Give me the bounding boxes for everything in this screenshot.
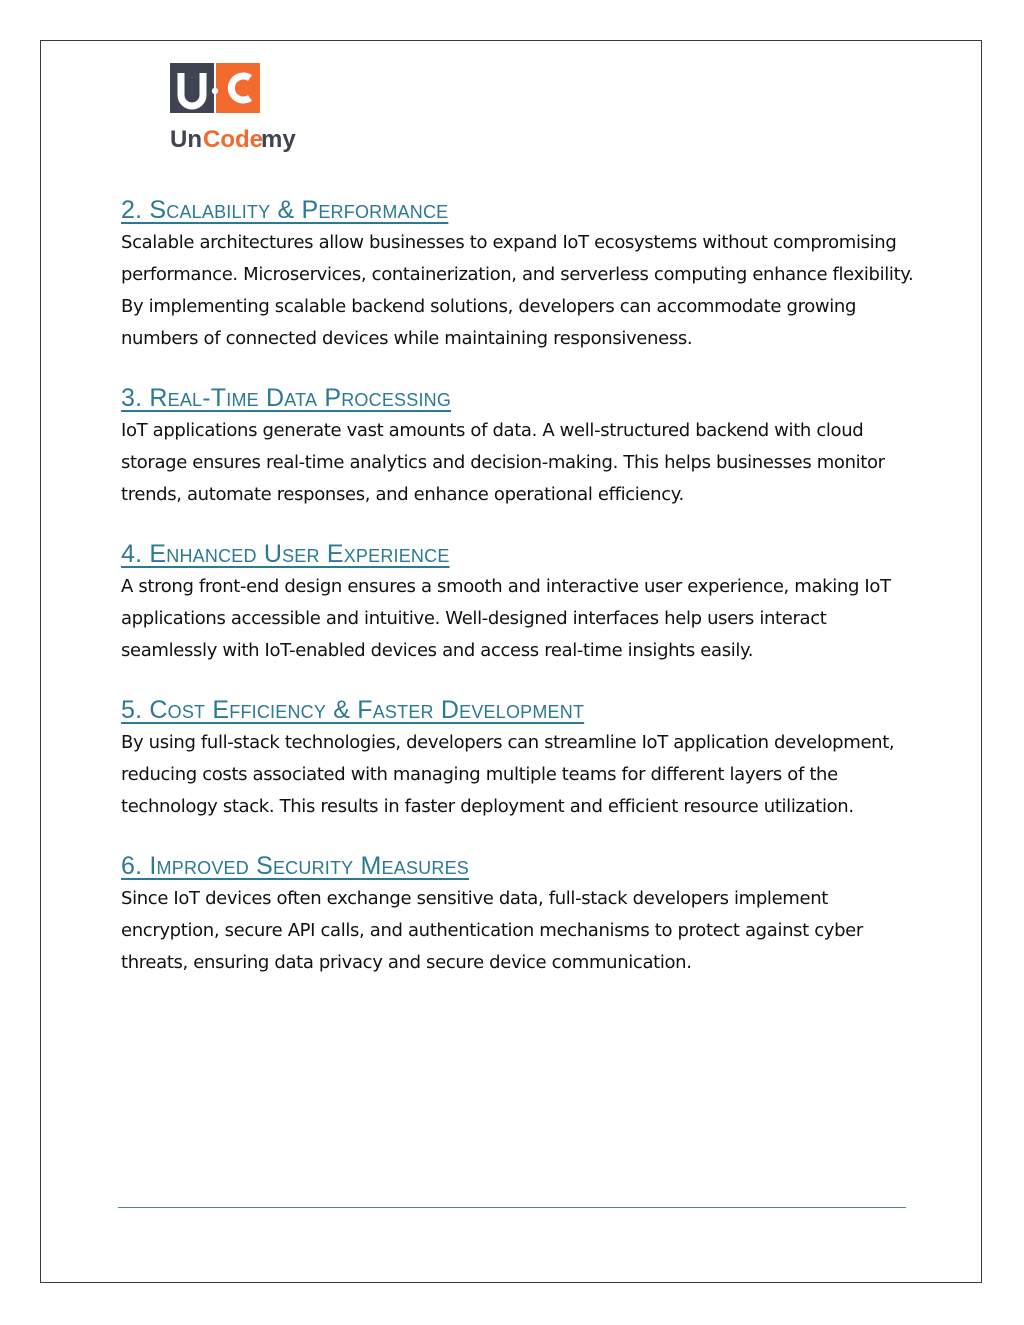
document-page bbox=[40, 40, 982, 1283]
section-cost-efficiency bbox=[121, 695, 921, 823]
section-heading: 4. Enhanced User Experience bbox=[121, 540, 450, 568]
section-heading: 5. Cost Efficiency & Faster Development bbox=[121, 696, 585, 724]
section-heading: 6. Improved Security Measures bbox=[121, 852, 469, 880]
section-body: IoT applications generate vast amounts of data. A well-structured backend with cloud storage ensures real-time analytics and decision-making. This helps businesses monitor trends, automate responses, and enhance operational efficiency. bbox=[121, 420, 885, 505]
section-body: Since IoT devices often exchange sensitive data, full-stack developers implement encryption, secure API calls, and authentication mechanisms to protect against cyber threats, ensuring data privacy and secure device communication. bbox=[121, 888, 863, 973]
svg-text:Un: Un bbox=[170, 126, 202, 153]
section-heading: 2. Scalability & Performance bbox=[121, 196, 449, 224]
document-content bbox=[121, 195, 921, 1007]
uncodemy-logo bbox=[170, 61, 330, 157]
section-security bbox=[121, 851, 921, 979]
footer-rule bbox=[118, 1207, 906, 1208]
section-heading: 3. Real-Time Data Processing bbox=[121, 384, 452, 412]
section-body: By using full-stack technologies, developers can streamline IoT application development, reducing costs associated with managing multiple teams for different layers of the technology stack. This results in faster deployment and efficient resource utilization. bbox=[121, 732, 895, 817]
section-body: Scalable architectures allow businesses to expand IoT ecosystems without compromising performance. Microservices, containerization, and serverless computing enhance flexibility. By implementing scalable backend solutions, developers can accommodate growing numbers of connected devices while maintaining responsiveness. bbox=[121, 232, 914, 349]
svg-text:Code: Code bbox=[203, 126, 263, 153]
svg-text:my: my bbox=[261, 126, 296, 153]
section-body: A strong front-end design ensures a smooth and interactive user experience, making IoT applications accessible and intuitive. Well-designed interfaces help users interact seamlessly with IoT-enabled devices and access real-time insights easily. bbox=[121, 576, 891, 661]
section-real-time-data bbox=[121, 383, 921, 511]
section-user-experience bbox=[121, 539, 921, 667]
section-scalability bbox=[121, 195, 921, 355]
